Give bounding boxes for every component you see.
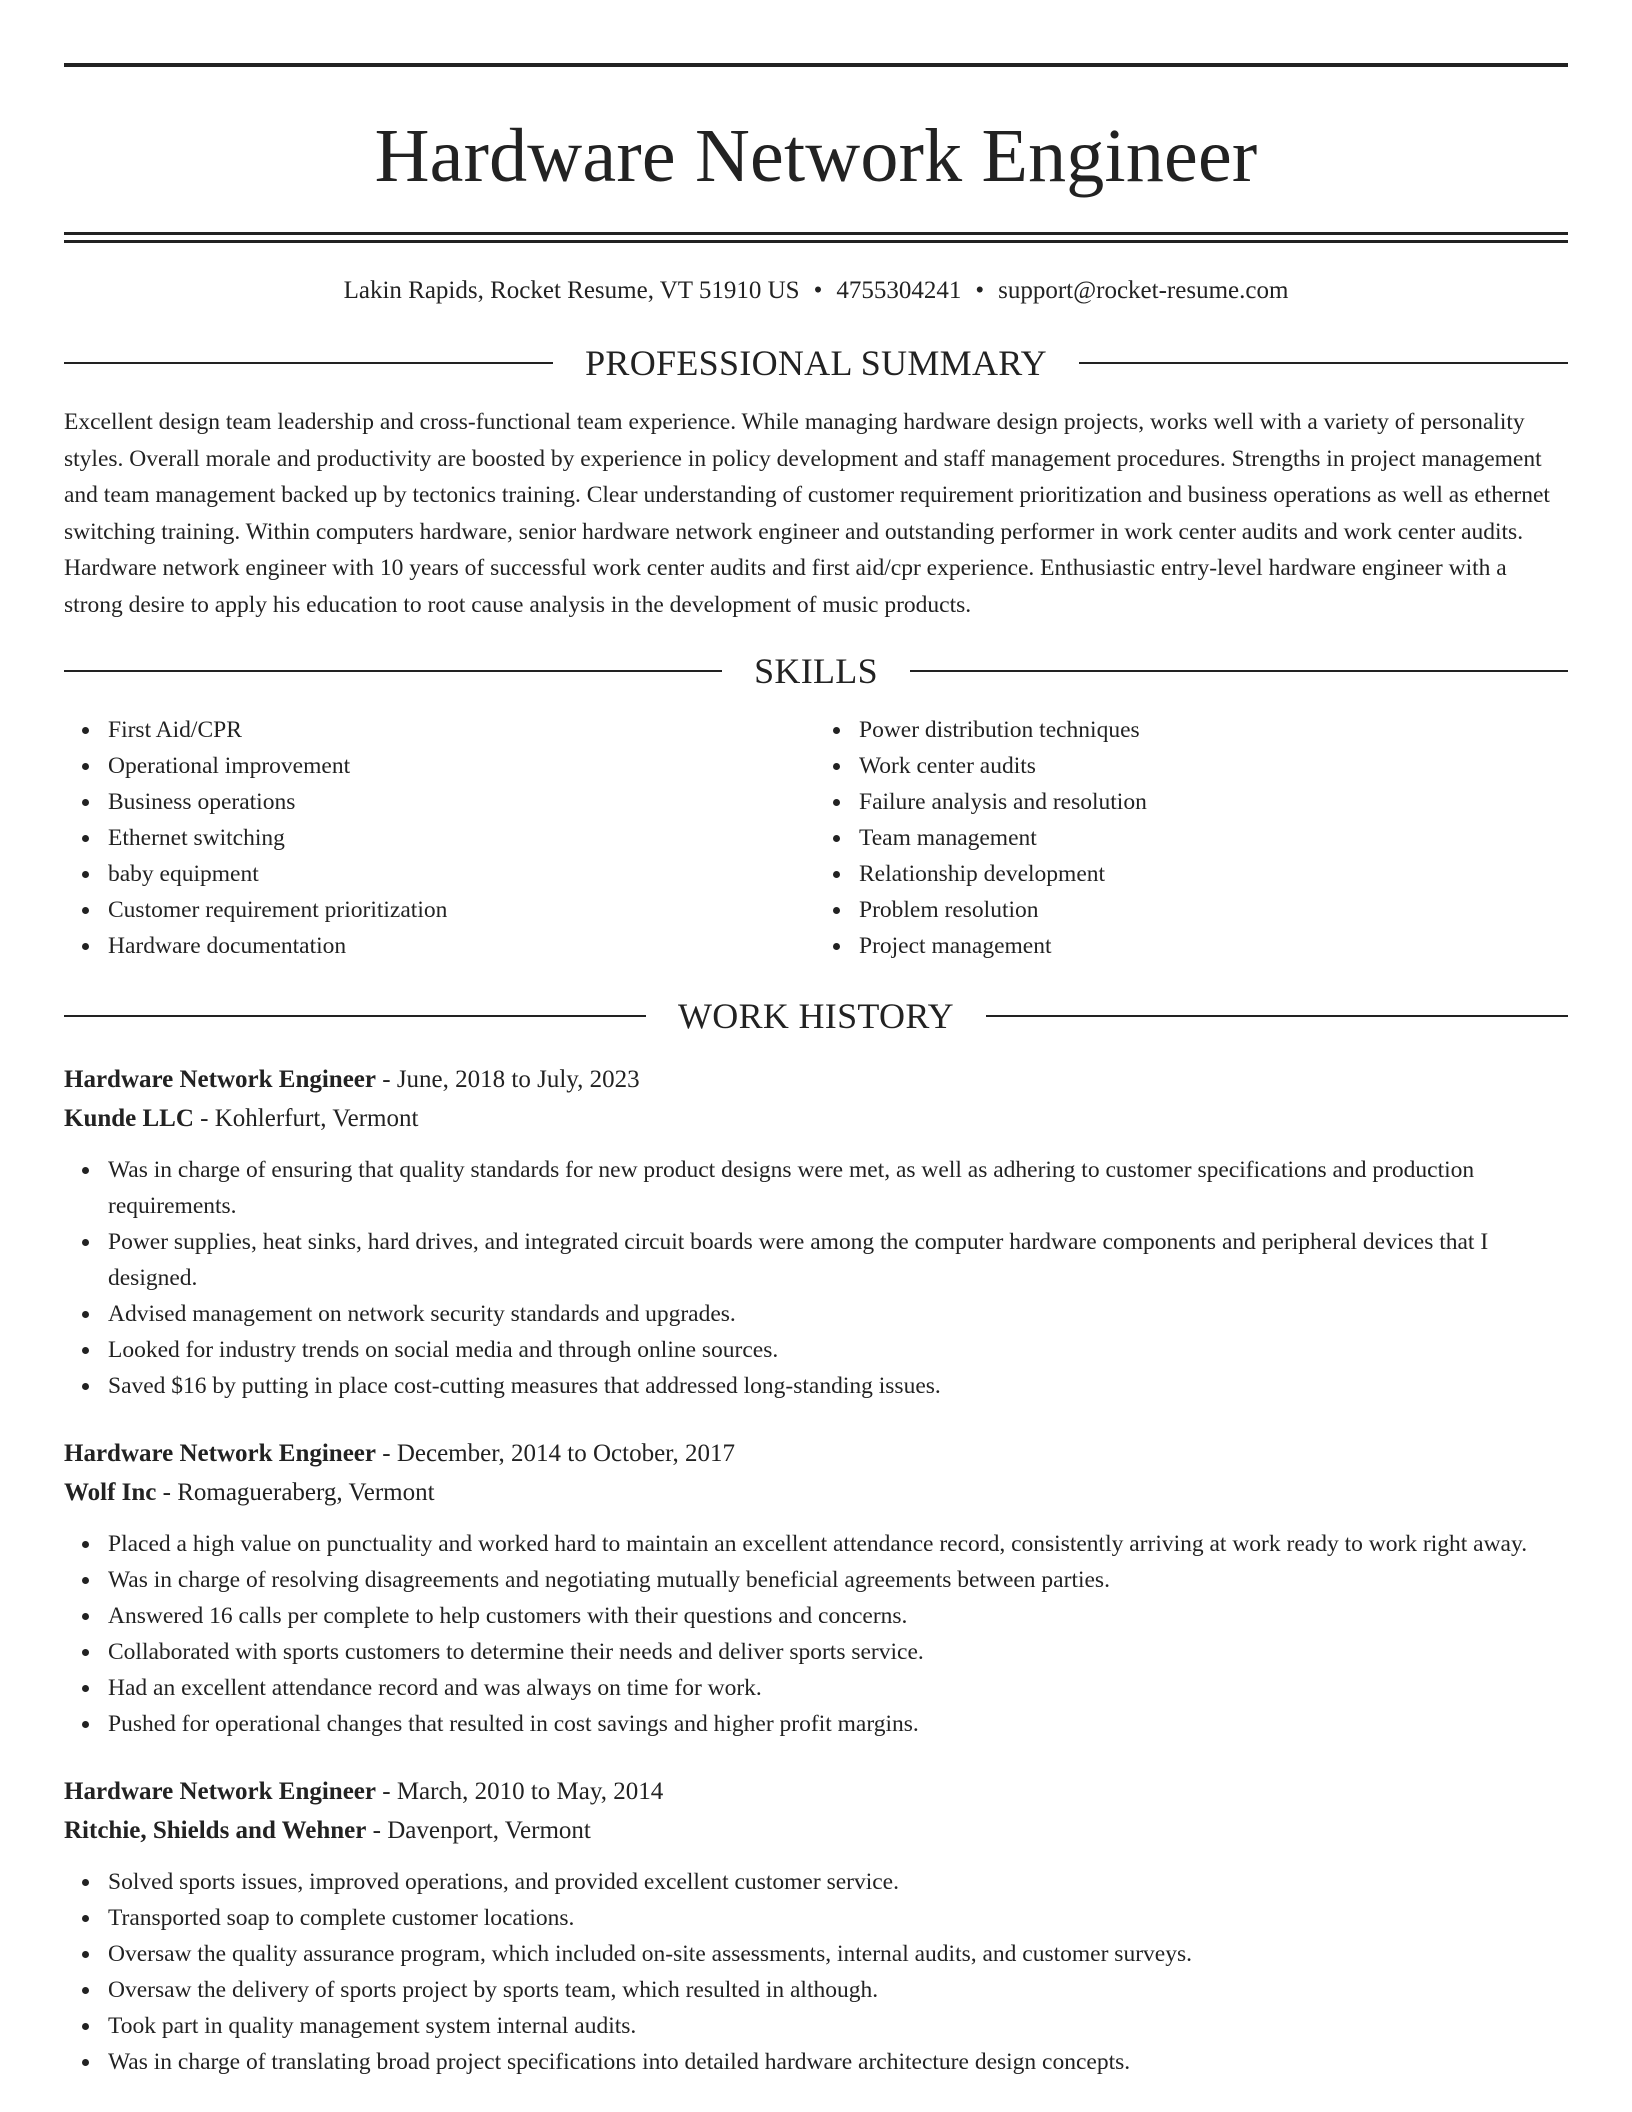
contact-line	[64, 274, 1568, 308]
contact-phone: 4755304241	[836, 277, 962, 304]
contact-separator: •	[813, 277, 823, 304]
job-location: - Romagueraberg, Vermont	[156, 1479, 435, 1506]
skills-column-left	[64, 712, 817, 964]
job-dates: - June, 2018 to July, 2023	[376, 1066, 640, 1093]
job-bullet: Had an excellent attendance record and was always on time for work.	[108, 1670, 1568, 1706]
job-dates: - March, 2010 to May, 2014	[376, 1778, 664, 1805]
summary-heading-label: PROFESSIONAL SUMMARY	[585, 343, 1047, 383]
job-bullet: Collaborated with sports customers to determine their needs and deliver sports service.	[108, 1634, 1568, 1670]
heading-rule-left	[64, 1015, 646, 1017]
job-bullet: Transported soap to complete customer locations.	[108, 1900, 1568, 1936]
skill-item: Team management	[859, 820, 1568, 856]
job-entry	[64, 1772, 1568, 2080]
job-bullets	[64, 1152, 1568, 1404]
resume-page	[64, 0, 1568, 2080]
page-title: Hardware Network Engineer	[374, 114, 1258, 198]
job-bullet: Pushed for operational changes that resulted in cost savings and higher profit margins.	[108, 1706, 1568, 1742]
job-title-line	[64, 1434, 1568, 1473]
job-company-line	[64, 1811, 1568, 1850]
heading-rule-right	[986, 1015, 1568, 1017]
skills-section-heading	[64, 645, 1568, 697]
skill-item: Work center audits	[859, 748, 1568, 784]
top-rule	[64, 63, 1568, 67]
skill-item: Failure analysis and resolution	[859, 784, 1568, 820]
job-bullet: Took part in quality management system internal audits.	[108, 2008, 1568, 2044]
job-bullet: Power supplies, heat sinks, hard drives, and integrated circuit boards were among the computer hardware components and peripheral devices that I designed.	[108, 1224, 1568, 1296]
contact-address: Lakin Rapids, Rocket Resume, VT 51910 US	[343, 277, 800, 304]
skill-item: Problem resolution	[859, 892, 1568, 928]
heading-rule-left	[64, 362, 553, 364]
double-rule	[64, 232, 1568, 243]
job-role: Hardware Network Engineer	[64, 1066, 376, 1093]
skill-item: Relationship development	[859, 856, 1568, 892]
skill-item: Operational improvement	[108, 748, 817, 784]
summary-section-heading	[64, 337, 1568, 389]
skills-heading-label: SKILLS	[754, 651, 878, 691]
job-bullet: Advised management on network security standards and upgrades.	[108, 1296, 1568, 1332]
job-bullet: Oversaw the delivery of sports project by sports team, which resulted in although.	[108, 1972, 1568, 2008]
job-bullet: Oversaw the quality assurance program, which included on-site assessments, internal audits, and customer surveys.	[108, 1936, 1568, 1972]
job-company: Wolf Inc	[64, 1479, 157, 1506]
skills-column-right	[817, 712, 1568, 964]
job-entry	[64, 1060, 1568, 1404]
work-section-heading	[64, 990, 1568, 1042]
skill-item: Customer requirement prioritization	[108, 892, 817, 928]
job-bullet: Placed a high value on punctuality and worked hard to maintain an excellent attendance record, consistently arriving at work ready to work right away.	[108, 1526, 1568, 1562]
job-entry	[64, 1434, 1568, 1742]
job-bullets	[64, 1864, 1568, 2080]
job-bullet: Was in charge of resolving disagreements and negotiating mutually beneficial agreements between parties.	[108, 1562, 1568, 1598]
job-role: Hardware Network Engineer	[64, 1778, 376, 1805]
job-bullet: Was in charge of translating broad project specifications into detailed hardware architecture design concepts.	[108, 2044, 1568, 2080]
job-location: - Kohlerfurt, Vermont	[193, 1105, 419, 1132]
job-dates: - December, 2014 to October, 2017	[376, 1440, 735, 1467]
heading-rule-right	[1079, 362, 1568, 364]
job-bullet: Was in charge of ensuring that quality standards for new product designs were met, as well as adhering to customer specifications and production requirements.	[108, 1152, 1568, 1224]
summary-text: Excellent design team leadership and cross-functional team experience. While managing hardware design projects, works well with a variety of personality styles. Overall morale and productivity are boosted by experience in policy development and staff management procedures. Strengths in project management and team management backed up by tectonics training. Clear understanding of customer requirement prioritization and business operations as well as ethernet switching training. Within computers hardware, senior hardware network engineer and outstanding performer in work center audits and work center audits. Hardware network engineer with 10 years of successful work center audits and first aid/cpr experience. Enthusiastic entry-level hardware engineer with a strong desire to apply his education to root cause analysis in the development of music products.	[64, 409, 1550, 618]
skill-item: Ethernet switching	[108, 820, 817, 856]
skill-item: baby equipment	[108, 856, 817, 892]
job-location: - Davenport, Vermont	[366, 1817, 591, 1844]
job-company-line	[64, 1099, 1568, 1138]
work-heading-label: WORK HISTORY	[678, 996, 954, 1036]
job-title-line	[64, 1772, 1568, 1811]
job-role: Hardware Network Engineer	[64, 1440, 376, 1467]
job-bullet: Answered 16 calls per complete to help customers with their questions and concerns.	[108, 1598, 1568, 1634]
skill-item: First Aid/CPR	[108, 712, 817, 748]
contact-email: support@rocket-resume.com	[998, 277, 1289, 304]
job-company-line	[64, 1473, 1568, 1512]
heading-rule-left	[64, 670, 722, 672]
job-bullets	[64, 1526, 1568, 1742]
job-company: Kunde LLC	[64, 1105, 194, 1132]
job-bullet: Saved $16 by putting in place cost-cutting measures that addressed long-standing issues.	[108, 1368, 1568, 1404]
job-bullet: Looked for industry trends on social media and through online sources.	[108, 1332, 1568, 1368]
skills-list	[64, 712, 1568, 964]
skill-item: Hardware documentation	[108, 928, 817, 964]
skill-item: Business operations	[108, 784, 817, 820]
job-company: Ritchie, Shields and Wehner	[64, 1817, 367, 1844]
heading-rule-right	[910, 670, 1568, 672]
job-bullet: Solved sports issues, improved operations, and provided excellent customer service.	[108, 1864, 1568, 1900]
contact-separator: •	[975, 277, 985, 304]
skill-item: Project management	[859, 928, 1568, 964]
job-title-line	[64, 1060, 1568, 1099]
skill-item: Power distribution techniques	[859, 712, 1568, 748]
